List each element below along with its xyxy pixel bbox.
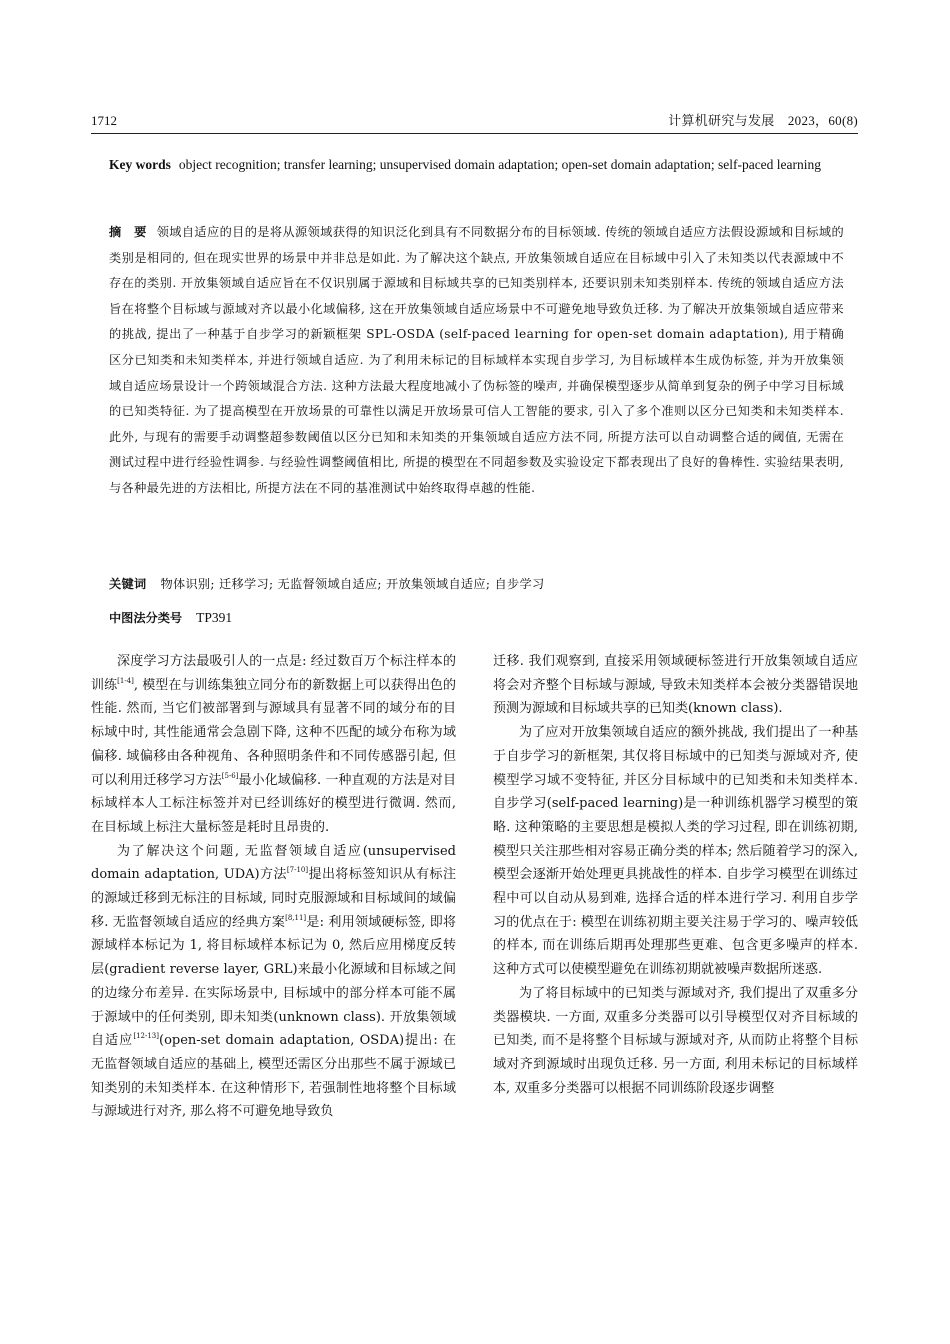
citation: [7-10]	[286, 866, 309, 875]
body-paragraph	[91, 650, 456, 840]
citation: [5-6]	[221, 771, 239, 780]
classification-value: TP391	[196, 610, 233, 625]
chinese-keywords	[109, 574, 844, 594]
abstract	[109, 220, 844, 502]
journal-info: 计算机研究与发展 2023，60(8)	[668, 113, 858, 128]
citation: [8,11]	[285, 913, 307, 922]
citation: [12-13]	[133, 1032, 159, 1041]
body-paragraph	[91, 840, 456, 1124]
abstract-label: 摘 要	[109, 225, 147, 239]
text-run: 为了解决这个问题, 无监督领域自适应(unsupervised domain adaptation, UDA)方法	[91, 843, 456, 883]
english-keywords-text: object recognition; transfer learning; unsupervised domain adaptation; open-set domain adaptation; self-paced learning	[178, 157, 822, 172]
text-run: (open-set domain adaptation, OSDA)提出: 在无监督领域自适应的基础上, 模型还需区分出那些不属于源域已知类别的未知类样本. 在这种情形下, 若强制性地将整个目标域与源域进行对齐, 那么将不可避免地导致负	[91, 1033, 456, 1120]
english-keywords-label: Key words	[109, 157, 171, 172]
classification-label: 中图法分类号	[109, 611, 183, 625]
header-rule	[91, 133, 858, 134]
chinese-keywords-label: 关键词	[109, 577, 147, 591]
body-paragraph: 为了应对开放集领域自适应的额外挑战, 我们提出了一种基于自步学习的新框架, 其仅将目标域中的已知类与源域对齐, 使模型学习域不变特征, 并区分目标域中的已知类和未知类样本. 自步学习(self-paced learning)是一种训练机器学习模型的策略. 这种策略的主要思想是模拟人类的学习过程, 即在训练初期, 模型只关注那些相对容易正确分类的样本; 然后随着学习的深入, 模型会逐渐开始处理更具挑战性的样本. 自步学习模型在训练过程中可以自动从易到难, 选择合适的样本进行学习. 利用自步学习的优点在于: 模型在训练初期主要关注易于学习的、噪声较低的样本, 而在训练后期再处理那些更难、包含更多噪声的样本. 这种方式可以使模型避免在训练初期就被噪声数据所迷惑.	[493, 725, 858, 978]
body-column-left	[91, 650, 456, 1124]
classification-number	[109, 608, 232, 628]
body-paragraph: 为了将目标域中的已知类与源域对齐, 我们提出了双重多分类器模块. 一方面, 双重多分类器可以引导模型仅对齐目标域的已知类, 而不是将整个目标域与源域对齐, 从而防止将整个目标域对齐到源域时出现负迁移. 另一方面, 利用未标记的目标域样本, 双重多分类器可以根据不同训练阶段逐步调整	[493, 985, 858, 1096]
text-run: 提出将标签知识从有标注的源域迁移到无标注的目标域, 同时克服源域和目标域间的域偏移. 无监督领域自适应的经典方案	[91, 867, 456, 930]
abstract-text: 领域自适应的目的是将从源领域获得的知识泛化到具有不同数据分布的目标领域. 传统的领域自适应方法假设源域和目标域的类别是相同的, 但在现实世界的场景中并非总是如此. 为了解决这个缺点, 开放集领域自适应在目标域中引入了未知类以代表源域中不存在的类别. 开放集领域自适应旨在不仅识别属于源域和目标域共享的已知类别样本, 还要识别未知类别样本. 传统的领域自适应方法旨在将整个目标域与源域对齐以最小化域偏移, 这在开放集领域自适应场景中不可避免地导致负迁移. 为了解决开放集领域自适应带来的挑战, 提出了一种基于自步学习的新颖框架 SPL-OSDA (self-paced learning for open-set domain adaptation), 用于精确区分已知类和未知类样本, 并进行领域自适应. 为了利用未标记的目标域样本实现自步学习, 为目标域样本生成伪标签, 并为开放集领域自适应场景设计一个跨领域混合方法. 这种方法最大程度地减小了伪标签的噪声, 并确保模型逐步从简单到复杂的例子中学习目标域的已知类特征. 为了提高模型在开放场景的可靠性以满足开放场景可信人工智能的要求, 引入了多个准则以区分已知类和未知类样本. 此外, 与现有的需要手动调整超参数阈值以区分已知和未知类的开集领域自适应方法不同, 所提方法可以自动调整合适的阈值, 无需在测试过程中进行经验性调参. 与经验性调整阈值相比, 所提的模型在不同超参数及实验设定下都表现出了良好的鲁棒性. 实验结果表明, 与各种最先进的方法相比, 所提方法在不同的基准测试中始终取得卓越的性能.	[109, 225, 844, 495]
english-keywords	[109, 152, 844, 177]
text-run: 深度学习方法最吸引人的一点是: 经过数百万个标注样本的训练	[91, 654, 456, 693]
text-run: 是: 利用领域硬标签, 即将源域样本标记为 1, 将目标域样本标记为 0, 然后应用梯度反转层(gradient reverse layer, GRL)来最小化源域和目标域之间的边缘分布差异. 在实际场景中, 目标域中的部分样本可能不属于源域中的任何类别, 即未知类(unknown class). 开放集领域自适应	[91, 914, 456, 1049]
body-paragraph: 迁移. 我们观察到, 直接采用领域硬标签进行开放集领域自适应将会对齐整个目标域与源域, 导致未知类样本会被分类器错误地预测为源域和目标域共享的已知类(known class).	[493, 654, 858, 717]
text-run: 最小化域偏移. 一种直观的方法是对目标域样本人工标注标签并对已经训练好的模型进行微调. 然而, 在目标域上标注大量标签是耗时且昂贵的.	[91, 772, 456, 835]
citation: [1-4]	[117, 676, 134, 685]
text-run: , 模型在与训练集独立同分布的新数据上可以获得出色的性能. 然而, 当它们被部署到与源域具有显著不同的域分布的目标域中时, 其性能通常会急剧下降, 这种不匹配的域分布称为域偏移. 域偏移由各种视角、各种照明条件和不同传感器引起, 但可以利用迁移学习方法	[91, 677, 456, 788]
body-column-right	[493, 650, 858, 1100]
page-number: 1712	[91, 113, 117, 128]
chinese-keywords-text: 物体识别; 迁移学习; 无监督领域自适应; 开放集领域自适应; 自步学习	[160, 577, 545, 591]
